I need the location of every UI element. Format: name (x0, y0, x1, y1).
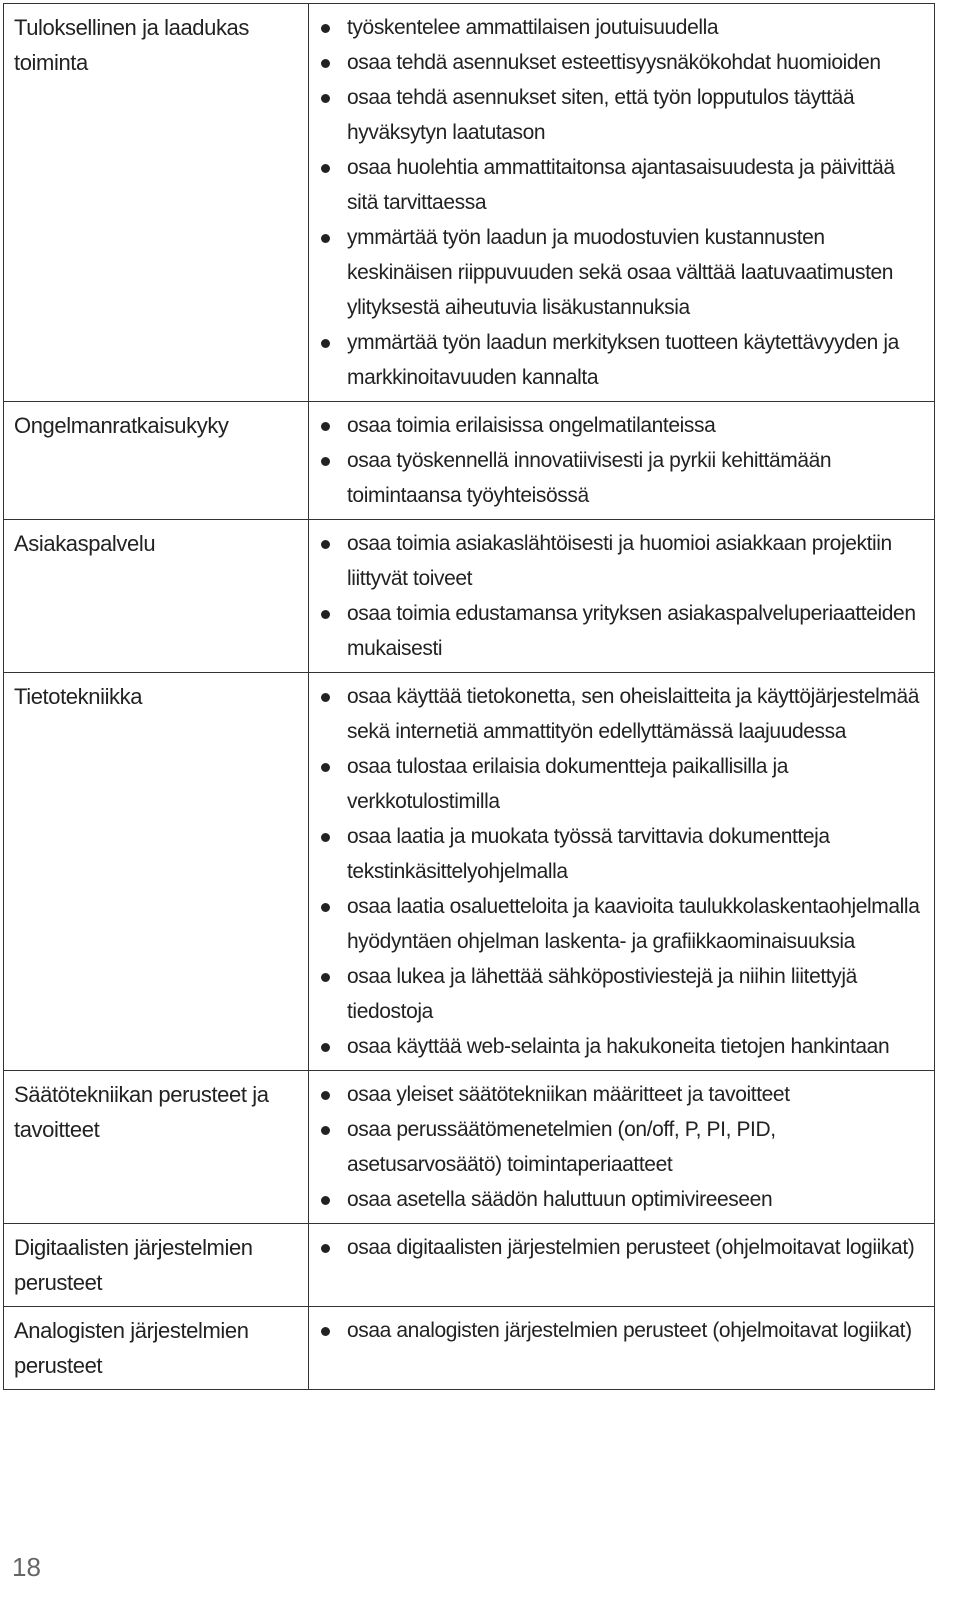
table-row (4, 520, 935, 673)
list-item: osaa tehdä asennukset siten, että työn lopputulos täyttää hyväksytyn laatutason (319, 80, 924, 150)
list-item: osaa perussäätömenetelmien (on/off, P, PI, PID, asetusarvosäätö) toimintaperiaatteet (319, 1112, 924, 1182)
list-item: osaa käyttää web-selainta ja hakukoneita tietojen hankintaan (319, 1029, 924, 1064)
criteria-list (319, 408, 924, 513)
criteria-list (319, 1077, 924, 1217)
criteria-cell (309, 520, 935, 673)
list-item: osaa yleiset säätötekniikan määritteet ja tavoitteet (319, 1077, 924, 1112)
table-row (4, 402, 935, 520)
criteria-cell (309, 673, 935, 1071)
list-item: ymmärtää työn laadun merkityksen tuotteen käytettävyyden ja markkinoitavuuden kannalta (319, 325, 924, 395)
list-item: osaa tehdä asennukset esteettisyysnäkökohdat huomioiden (319, 45, 924, 80)
criteria-list (319, 10, 924, 395)
list-item: osaa lukea ja lähettää sähköpostiviestejä ja niihin liitettyjä tiedostoja (319, 959, 924, 1029)
competency-label: Asiakaspalvelu (4, 520, 309, 673)
table-row (4, 4, 935, 402)
list-item: osaa käyttää tietokonetta, sen oheislaitteita ja käyttöjärjestelmää sekä internetiä ammattityön edellyttämässä laajuudessa (319, 679, 924, 749)
competency-label: Tuloksellinen ja laadukas toiminta (4, 4, 309, 402)
list-item: osaa asetella säädön haluttuun optimivireeseen (319, 1182, 924, 1217)
criteria-list (319, 1230, 924, 1265)
competency-table (3, 3, 935, 1390)
criteria-cell (309, 4, 935, 402)
criteria-cell (309, 1071, 935, 1224)
list-item: osaa työskennellä innovatiivisesti ja pyrkii kehittämään toimintaansa työyhteisössä (319, 443, 924, 513)
competency-label: Säätötekniikan perusteet ja tavoitteet (4, 1071, 309, 1224)
table-row (4, 1071, 935, 1224)
table-row (4, 673, 935, 1071)
list-item: osaa laatia ja muokata työssä tarvittavia dokumentteja tekstinkäsittelyohjelmalla (319, 819, 924, 889)
criteria-list (319, 679, 924, 1064)
list-item: osaa toimia asiakaslähtöisesti ja huomioi asiakkaan projektiin liittyvät toiveet (319, 526, 924, 596)
criteria-list (319, 526, 924, 666)
criteria-cell (309, 1307, 935, 1390)
competency-label: Ongelmanratkaisukyky (4, 402, 309, 520)
competency-label: Tietotekniikka (4, 673, 309, 1071)
table-row (4, 1307, 935, 1390)
list-item: ymmärtää työn laadun ja muodostuvien kustannusten keskinäisen riippuvuuden sekä osaa välttää laatuvaatimusten ylityksestä aiheutuvia lisäkustannuksia (319, 220, 924, 325)
list-item: osaa tulostaa erilaisia dokumentteja paikallisilla ja verkkotulostimilla (319, 749, 924, 819)
list-item: osaa toimia edustamansa yrityksen asiakaspalveluperiaatteiden mukaisesti (319, 596, 924, 666)
list-item: osaa toimia erilaisissa ongelmatilanteissa (319, 408, 924, 443)
list-item: työskentelee ammattilaisen joutuisuudella (319, 10, 924, 45)
criteria-cell (309, 402, 935, 520)
list-item: osaa laatia osaluetteloita ja kaavioita taulukkolaskentaohjelmalla hyödyntäen ohjelman laskenta- ja grafiikkaominaisuuksia (319, 889, 924, 959)
table-row (4, 1224, 935, 1307)
list-item: osaa huolehtia ammattitaitonsa ajantasaisuudesta ja päivittää sitä tarvittaessa (319, 150, 924, 220)
list-item: osaa analogisten järjestelmien perusteet (ohjelmoitavat logiikat) (319, 1313, 924, 1348)
list-item: osaa digitaalisten järjestelmien perusteet (ohjelmoitavat logiikat) (319, 1230, 924, 1265)
competency-label: Digitaalisten järjestelmien perusteet (4, 1224, 309, 1307)
competency-label: Analogisten järjestelmien perusteet (4, 1307, 309, 1390)
criteria-list (319, 1313, 924, 1348)
criteria-cell (309, 1224, 935, 1307)
page-number: 18 (12, 1552, 41, 1582)
